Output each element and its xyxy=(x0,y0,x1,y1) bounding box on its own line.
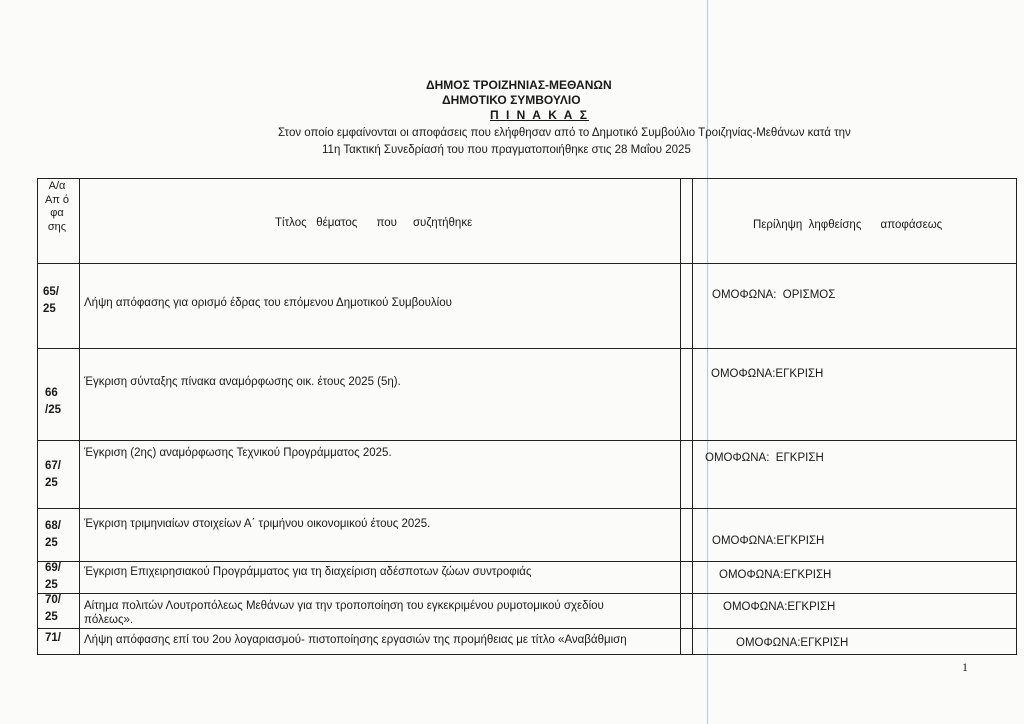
column-divider xyxy=(692,178,693,654)
row-divider xyxy=(37,593,1017,594)
decision-result: ΟΜΟΦΩΝΑ: ΟΡΙΣΜΟΣ xyxy=(712,289,836,301)
decision-result: ΟΜΟΦΩΝΑ:ΕΓΚΡΙΣΗ xyxy=(711,368,824,380)
row-divider xyxy=(37,440,1017,441)
column-header-decision-no: Α/α Απ ό φα σης xyxy=(44,180,70,233)
column-header-topic: Τίτλος θέματος που συζητήθηκε xyxy=(275,217,473,229)
row-divider xyxy=(37,263,1017,264)
decision-topic: Λήψη απόφασης επί του 2ου λογαριασμού- πιστοποίησης εργασιών της προμήθειας με τίτλο «Αναβάθμιση xyxy=(84,634,627,646)
decision-topic: Αίτημα πολιτών Λουτροπόλεως Μεθάνων για την τροποποίηση του εγκεκριμένου ρυμοτομικού σχεδίου πόλεως». xyxy=(84,600,604,626)
intro-line-2: 11η Τακτική Συνεδρίασή του που πραγματοποιήθηκε στις 28 Μαΐου 2025 xyxy=(322,144,691,156)
decision-result: ΟΜΟΦΩΝΑ:ΕΓΚΡΙΣΗ xyxy=(719,569,832,581)
table-border xyxy=(37,654,1017,655)
decision-number: 67/ 25 xyxy=(45,460,61,489)
table-heading: Π Ι Ν Α Κ Α Σ xyxy=(490,108,589,122)
decision-number: 68/ 25 xyxy=(45,520,61,549)
decision-number: 66 /25 xyxy=(45,387,61,416)
decision-number: 71/ xyxy=(45,632,61,644)
row-divider xyxy=(37,561,1017,562)
decision-topic: Έγκριση τριμηνιαίων στοιχείων Α΄ τριμήνου οικονομικού έτους 2025. xyxy=(84,518,431,530)
table-border xyxy=(1016,178,1017,654)
decision-result: ΟΜΟΦΩΝΑ:ΕΓΚΡΙΣΗ xyxy=(723,601,836,613)
decision-result: ΟΜΟΦΩΝΑ:ΕΓΚΡΙΣΗ xyxy=(712,535,825,547)
decision-result: ΟΜΟΦΩΝΑ: ΕΓΚΡΙΣΗ xyxy=(705,452,824,464)
table-border xyxy=(37,178,38,654)
decision-number: 69/ 25 xyxy=(45,562,61,591)
decision-topic: Έγκριση Επιχειρησιακού Προγράμματος για τη διαχείριση αδέσποτων ζώων συντροφιάς xyxy=(84,566,532,578)
row-divider xyxy=(37,348,1017,349)
decision-result: ΟΜΟΦΩΝΑ:ΕΓΚΡΙΣΗ xyxy=(736,637,849,649)
decision-topic: Έγκριση σύνταξης πίνακα αναμόρφωσης οικ. έτους 2025 (5η). xyxy=(84,376,401,388)
council-title: ΔΗΜΟΤΙΚΟ ΣΥΜΒΟΥΛΙΟ xyxy=(442,93,581,107)
decision-number: 70/ 25 xyxy=(45,594,61,623)
column-divider xyxy=(79,178,80,654)
page-number: 1 xyxy=(962,660,968,674)
decision-number: 65/ 25 xyxy=(43,286,59,315)
row-divider xyxy=(37,508,1017,509)
decisions-table xyxy=(37,178,1017,654)
column-header-summary: Περίληψη ληφθείσης αποφάσεως xyxy=(753,219,943,231)
intro-line-1: Στον οποίο εμφαίνονται οι αποφάσεις που ελήφθησαν από το Δημοτικό Συμβούλιο Τροιζηνίας-Μεθάνων κατά την xyxy=(278,127,851,139)
column-divider xyxy=(680,178,681,654)
decision-topic: Έγκριση (2ης) αναμόρφωσης Τεχνικού Προγράμματος 2025. xyxy=(84,447,392,459)
municipality-title: ΔΗΜΟΣ ΤΡΟΙΖΗΝΙΑΣ-ΜΕΘΑΝΩΝ xyxy=(426,78,612,92)
row-divider xyxy=(37,628,1017,629)
table-border xyxy=(37,178,1017,179)
decision-topic: Λήψη απόφασης για ορισμό έδρας του επόμενου Δημοτικού Συμβουλίου xyxy=(84,297,452,309)
